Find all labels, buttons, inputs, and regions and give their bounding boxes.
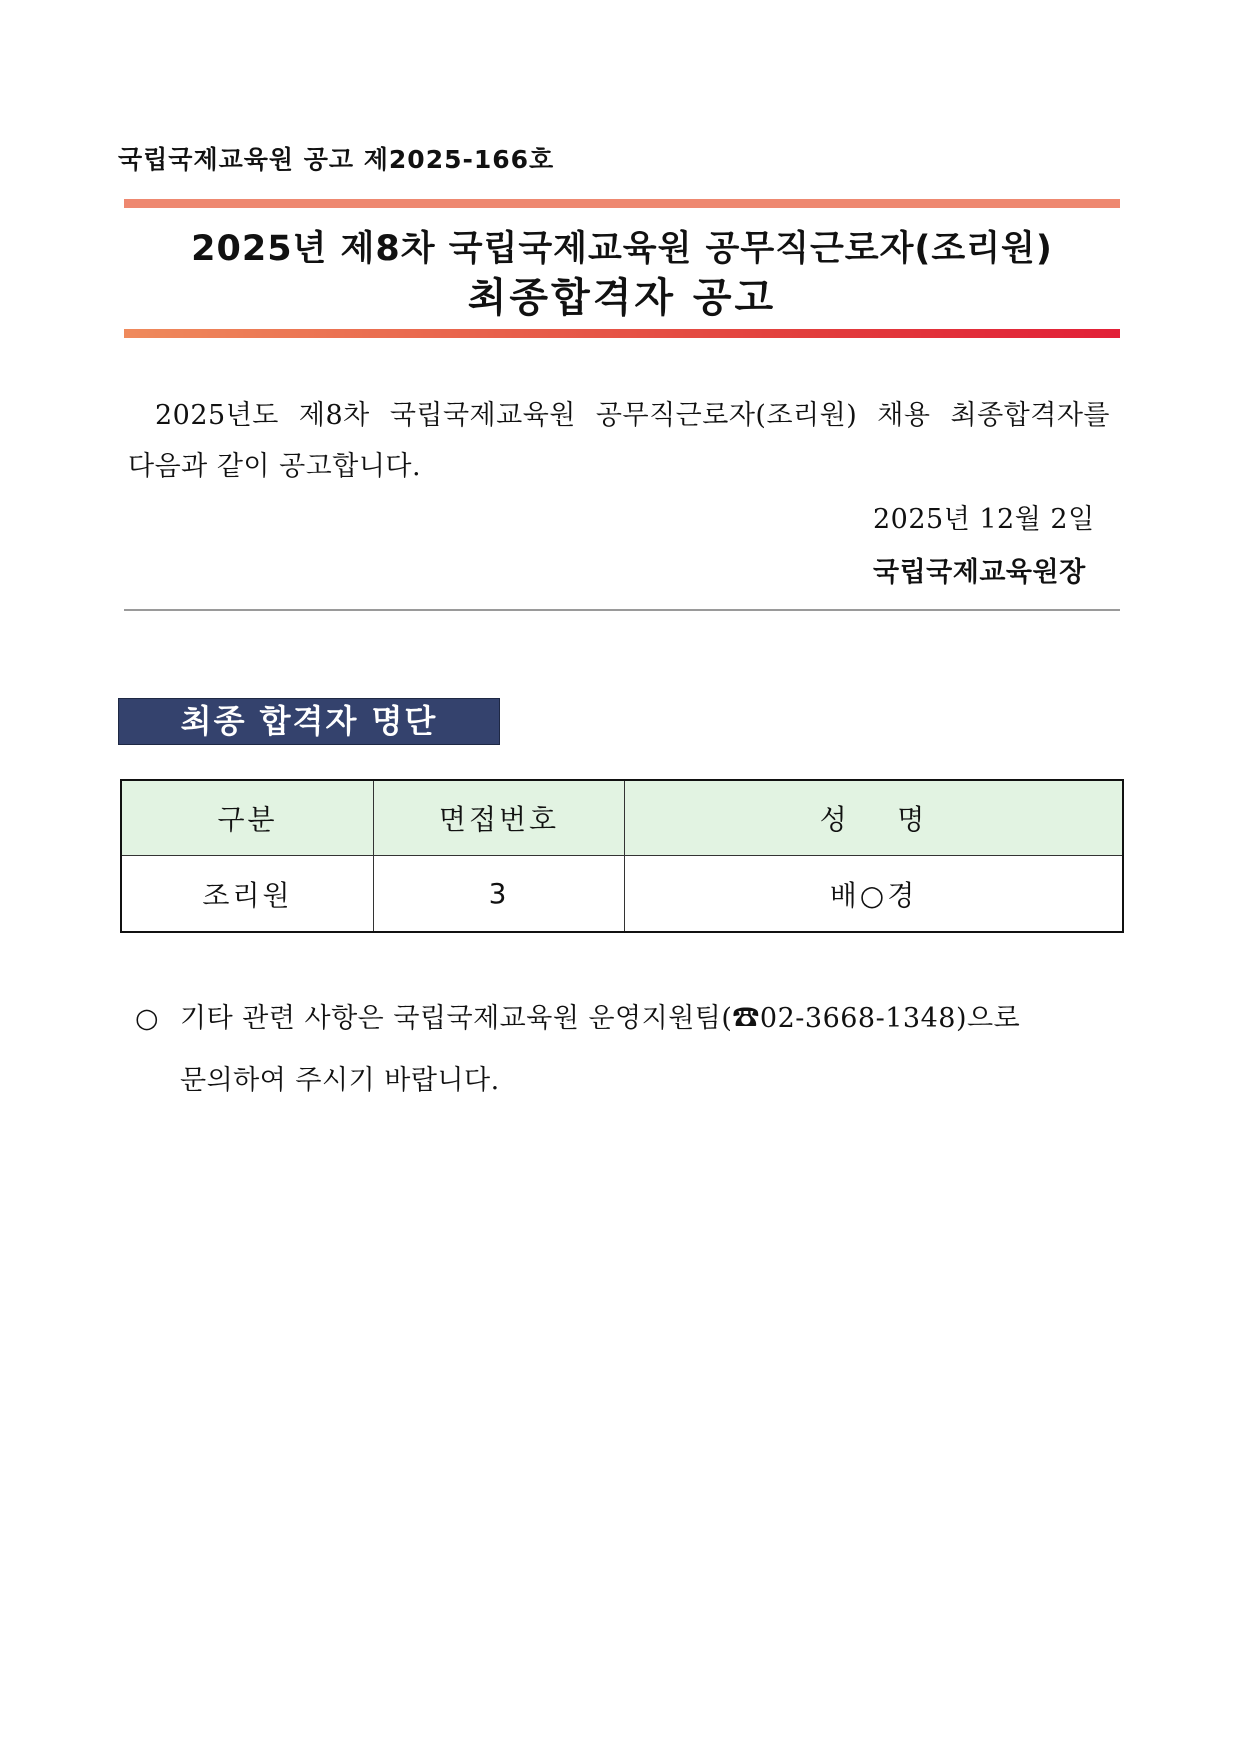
title-rule-bottom — [124, 329, 1120, 338]
header-interview-number: 면접번호 — [374, 780, 625, 856]
issuer-name: 국립국제교육원장 — [873, 557, 1086, 588]
cell-category: 조리원 — [121, 856, 374, 933]
circle-bullet-icon: ○ — [135, 1003, 160, 1034]
header-category: 구분 — [121, 780, 374, 856]
intro-text-line1: 2025년도 제8차 국립국제교육원 공무직근로자(조리원) 채용 최종합격자를 — [155, 400, 1110, 431]
table-header-row — [121, 780, 1123, 856]
intro-text-line2: 다음과 같이 공고합니다. — [128, 451, 422, 482]
document-title-line1: 2025년 제8차 국립국제교육원 공무직근로자(조리원) — [191, 229, 1053, 269]
note-text-line1: 기타 관련 사항은 국립국제교육원 운영지원팀(☎02-3668-1348)으로 — [180, 1003, 1021, 1034]
section-divider — [124, 609, 1120, 611]
header-name: 성 명 — [625, 780, 1124, 856]
notice-number: 국립국제교육원 공고 제2025-166호 — [118, 145, 555, 174]
note-line1 — [135, 996, 1125, 1035]
notice-date: 2025년 12월 2일 — [873, 504, 1095, 535]
results-table — [120, 779, 1124, 933]
note-text-line2: 문의하여 주시기 바랍니다. — [180, 1065, 500, 1096]
document-title-line2: 최종합격자 공고 — [467, 275, 777, 321]
table-row — [121, 856, 1123, 933]
section-heading: 최종 합격자 명단 — [118, 698, 500, 745]
cell-name: 배○경 — [625, 856, 1124, 933]
title-rule-top — [124, 199, 1120, 208]
cell-interview-number: 3 — [374, 856, 625, 933]
